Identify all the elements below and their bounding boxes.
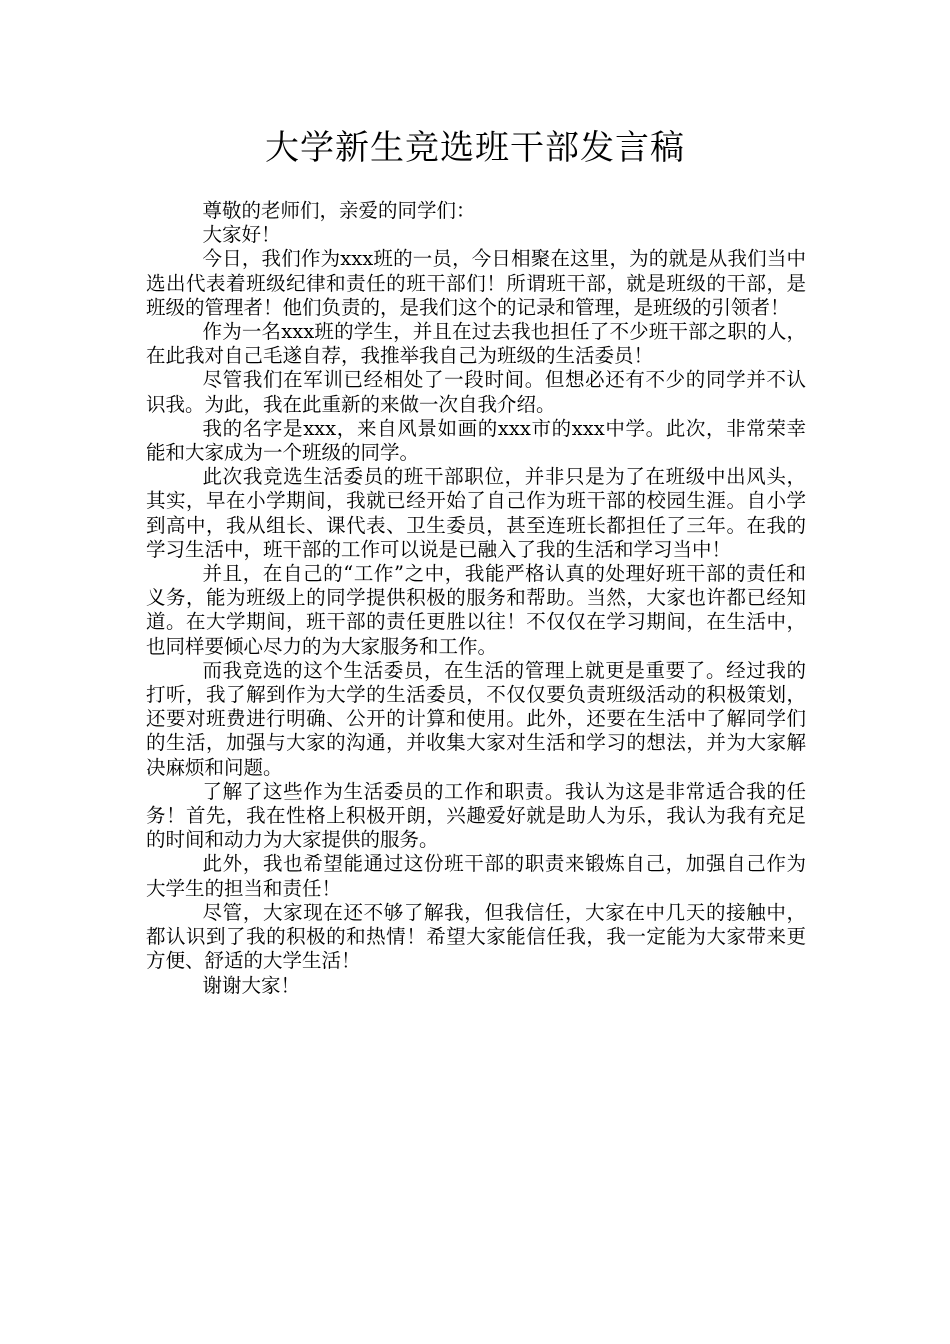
body-paragraph: 今日，我们作为xxx班的一员，今日相聚在这里，为的就是从我们当中选出代表着班级纪律和责任的班干部们！所谓班干部，就是班级的干部，是班级的管理者！他们负责的，是我们这个的记录和管理，是班级的引领者！ [146,247,806,319]
body-paragraph: 此外，我也希望能通过这份班干部的职责来锻炼自己，加强自己作为大学生的担当和责任！ [146,852,806,900]
body-paragraph: 尽管，大家现在还不够了解我，但我信任，大家在中几天的接触中，都认识到了我的积极的和热情！希望大家能信任我，我一定能为大家带来更方便、舒适的大学生活！ [146,900,806,973]
greeting-paragraph: 大家好！ [202,223,281,247]
body-paragraph: 我的名字是xxx，来自风景如画的xxx市的xxx中学。此次，非常荣幸能和大家成为一个班级的同学。 [146,416,806,465]
body-paragraph: 了解了这些作为生活委员的工作和职责。我认为这是非常适合我的任务！首先，我在性格上积极开朗，兴趣爱好就是助人为乐，我认为我有充足的时间和动力为大家提供的服务。 [146,779,806,852]
body-paragraph: 作为一名xxx班的学生，并且在过去我也担任了不少班干部之职的人，在此我对自己毛遂自荐，我推举我自己为班级的生活委员！ [146,320,806,368]
body-paragraph: 此次我竞选生活委员的班干部职位，并非只是为了在班级中出风头，其实，早在小学期间，我就已经开始了自己作为班干部的校园生涯。自小学到高中，我从组长、课代表、卫生委员，甚至连班长都担任了三年。在我的学习生活中，班干部的工作可以说是已融入了我的生活和学习当中！ [146,465,806,561]
body-paragraph: 而我竞选的这个生活委员，在生活的管理上就更是重要了。经过我的打听，我了解到作为大学的生活委员，不仅仅要负责班级活动的积极策划，还要对班费进行明确、公开的计算和使用。此外，还要在生活中了解同学们的生活，加强与大家的沟通，并收集大家对生活和学习的想法，并为大家解决麻烦和问题。 [146,658,806,779]
body-paragraph: 并且，在自己的“工作”之中，我能严格认真的处理好班干部的责任和义务，能为班级上的同学提供积极的服务和帮助。当然，大家也许都已经知道。在大学期间，班干部的责任更胜以往！不仅仅在学习期间，在生活中，也同样要倾心尽力的为大家服务和工作。 [146,562,806,658]
document-title: 大学新生竞选班干部发言稿 [265,128,685,168]
salutation-paragraph: 尊敬的老师们，亲爱的同学们： [202,199,476,222]
closing-paragraph: 谢谢大家！ [202,973,301,997]
body-paragraph: 尽管我们在军训已经相处了一段时间。但想必还有不少的同学并不认识我。为此，我在此重新的来做一次自我介绍。 [146,368,806,416]
document-body [146,199,806,998]
